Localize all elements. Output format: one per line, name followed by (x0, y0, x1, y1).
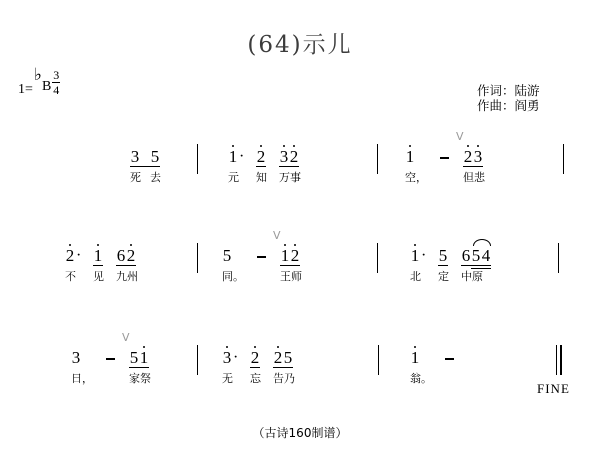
note-digit: 2 (290, 246, 300, 265)
note (289, 148, 299, 166)
augmentation-dot: · (233, 349, 239, 366)
sixteenth-underline (471, 247, 491, 265)
measure (71, 331, 151, 385)
lyric: 家祭 (129, 372, 151, 385)
note-event (222, 349, 238, 385)
footer-note: （古诗160制谱） (252, 426, 348, 440)
meter-lower: 4 (53, 83, 60, 97)
note-event (130, 148, 161, 184)
beam-underline (130, 148, 160, 167)
barline (378, 345, 379, 375)
octave-dot-icon (283, 145, 285, 147)
beam-underline (273, 349, 293, 368)
note (150, 148, 160, 166)
note-digit: 3 (473, 147, 483, 166)
barline (377, 144, 378, 174)
octave-dot-icon (414, 244, 416, 246)
barline (377, 243, 378, 273)
note (228, 148, 238, 166)
breath-mark: V (273, 229, 281, 242)
note (471, 247, 481, 265)
note-digit: 5 (150, 147, 160, 166)
note-digit: 1 (93, 246, 103, 265)
note-event (444, 349, 456, 368)
duration-dash-icon (444, 349, 456, 367)
octave-dot-icon (232, 145, 234, 147)
measure (222, 229, 302, 283)
measure (405, 130, 485, 184)
note-event (273, 229, 302, 283)
final-barline-thick (560, 345, 562, 375)
note-digit: 1 (410, 348, 420, 367)
note-digit: 5 (471, 246, 481, 265)
note-digit: 5 (283, 348, 293, 367)
note (410, 247, 420, 265)
lyric: 忘 (250, 372, 261, 385)
lyric: 元 (228, 171, 239, 184)
note-digit: 1 (410, 246, 420, 265)
note (129, 349, 139, 367)
note (222, 349, 232, 367)
note-digit: 3 (130, 147, 140, 166)
credit-composer: 作曲：阎勇 (477, 98, 540, 113)
duration-dash-icon (105, 349, 117, 367)
note-event (456, 130, 485, 184)
lyric: 北 (410, 270, 421, 283)
octave-dot-icon (130, 244, 132, 246)
note-digit: 2 (126, 246, 136, 265)
beam-underline (280, 247, 300, 266)
octave-dot-icon (69, 244, 71, 246)
note-digit: 6 (461, 246, 471, 265)
octave-dot-icon (260, 145, 262, 147)
lyric: 知 (256, 171, 267, 184)
tonic-prefix: 1= (18, 82, 33, 97)
lyric-row (130, 171, 161, 184)
measure (228, 148, 301, 184)
augmentation-dot: · (421, 247, 427, 264)
note (461, 247, 471, 265)
note-event (116, 247, 138, 283)
augmentation-dot: · (76, 247, 82, 264)
final-barline (556, 345, 563, 375)
note (93, 247, 103, 266)
octave-dot-icon (477, 145, 479, 147)
barline (197, 345, 198, 375)
note (256, 148, 266, 167)
final-barline-thin (556, 345, 557, 375)
measure (410, 349, 456, 385)
note (71, 349, 81, 367)
lyric: 空， (405, 171, 427, 184)
beam-underline (116, 247, 136, 266)
flat-icon: ♭ (33, 65, 42, 84)
lyric: 中原 (461, 270, 483, 283)
octave-dot-icon (143, 346, 145, 348)
note-event (461, 247, 491, 283)
note-digit: 3 (279, 147, 289, 166)
score-title: (64)示儿 (247, 32, 353, 58)
breath-mark: V (122, 331, 130, 344)
note-event (222, 247, 244, 283)
barline (563, 144, 564, 174)
barline (197, 243, 198, 273)
note (280, 247, 290, 265)
note-event (228, 148, 244, 184)
augmentation-dot: · (239, 148, 245, 165)
lyric: 不 (65, 270, 76, 283)
measure (130, 148, 161, 184)
octave-dot-icon (409, 145, 411, 147)
note-digit: 5 (129, 348, 139, 367)
note (130, 148, 140, 166)
credits (477, 83, 540, 113)
lyric: 王师 (280, 270, 302, 283)
staff-line-3 (0, 331, 600, 411)
note-digit: 5 (438, 246, 448, 265)
note (273, 349, 283, 367)
octave-dot-icon (284, 244, 286, 246)
octave-dot-icon (414, 346, 416, 348)
octave-dot-icon (294, 244, 296, 246)
lyric: 日， (71, 372, 93, 385)
note (438, 247, 448, 266)
note-event (256, 148, 267, 184)
octave-dot-icon (97, 244, 99, 246)
note-event (410, 349, 432, 385)
note (405, 148, 415, 166)
note-digit: 1 (280, 246, 290, 265)
note (139, 349, 149, 367)
note-digit: 2 (256, 147, 266, 166)
note-event (105, 349, 117, 368)
note (116, 247, 126, 265)
octave-dot-icon (293, 145, 295, 147)
note-digit: 6 (116, 246, 126, 265)
lyric: 翁。 (410, 372, 432, 385)
note-event (93, 247, 104, 283)
beam-underline (461, 247, 491, 266)
note-digit: 3 (71, 348, 81, 367)
beam-underline (279, 148, 299, 167)
beam-underline (129, 349, 149, 368)
note-event (439, 148, 451, 167)
lyric: 见 (93, 270, 104, 283)
octave-dot-icon (226, 346, 228, 348)
barline (197, 144, 198, 174)
note-digit: 2 (250, 348, 260, 367)
fine-label: FINE (537, 381, 570, 396)
lyric: 无 (222, 372, 233, 385)
note-digit: 1 (228, 147, 238, 166)
note-digit: 2 (289, 147, 299, 166)
note (279, 148, 289, 166)
note (65, 247, 75, 265)
measure (65, 247, 138, 283)
note-digit: 2 (273, 348, 283, 367)
note-event (256, 247, 268, 266)
lyric: 万事 (279, 171, 301, 184)
duration-dash-icon (256, 247, 268, 265)
note (250, 349, 260, 368)
breath-mark: V (456, 130, 464, 143)
note-event (279, 148, 301, 184)
lyric: 九州 (116, 270, 138, 283)
note (222, 247, 232, 265)
note (481, 247, 491, 265)
lyric: 死 (130, 171, 141, 184)
note-event (250, 349, 261, 385)
lyric: 定 (438, 270, 449, 283)
lyric: 同。 (222, 270, 244, 283)
lyric: 告乃 (273, 372, 295, 385)
lyric: 去 (150, 171, 161, 184)
note-event (410, 247, 426, 283)
note-digit: 5 (222, 246, 232, 265)
note-digit: 4 (481, 246, 491, 265)
lyric: 但悲 (463, 171, 485, 184)
octave-dot-icon (467, 145, 469, 147)
meter-fraction (52, 68, 60, 97)
note-event (71, 349, 93, 385)
duration-dash-icon (439, 148, 451, 166)
staff-line-1 (0, 130, 600, 210)
note-digit: 2 (463, 147, 473, 166)
note-digit: 1 (139, 348, 149, 367)
meter-upper: 3 (53, 68, 60, 82)
note (410, 349, 420, 367)
measure (222, 349, 295, 385)
note-digit: 2 (65, 246, 75, 265)
staff-line-2 (0, 229, 600, 309)
key-signature (18, 66, 60, 98)
note (290, 247, 300, 265)
note-digit: 1 (405, 147, 415, 166)
measure (410, 247, 491, 283)
note-event (65, 247, 81, 283)
note (283, 349, 293, 367)
slur-icon (473, 239, 491, 246)
barline (558, 243, 559, 273)
octave-dot-icon (254, 346, 256, 348)
note-event (438, 247, 449, 283)
credit-lyricist: 作词：陆游 (477, 83, 540, 98)
note-event (122, 331, 151, 385)
note (126, 247, 136, 265)
octave-dot-icon (277, 346, 279, 348)
key-letter: B (41, 79, 52, 94)
beam-underline (463, 148, 483, 167)
note (463, 148, 473, 166)
note-event (405, 148, 427, 184)
note-digit: 3 (222, 348, 232, 367)
note-event (273, 349, 295, 385)
note (473, 148, 483, 166)
